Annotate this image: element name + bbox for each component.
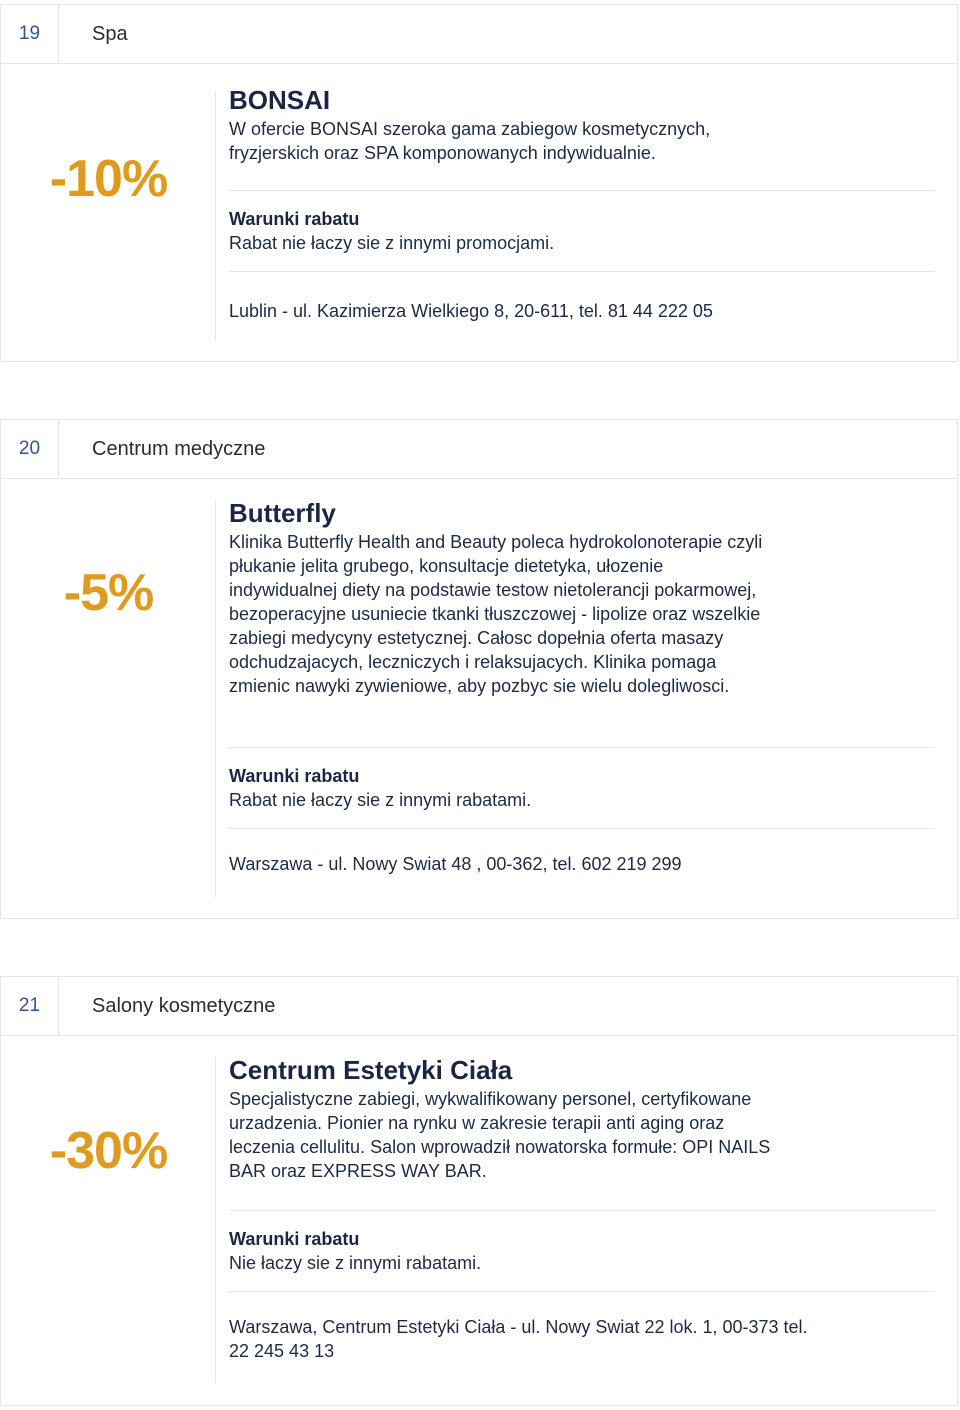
divider bbox=[215, 91, 216, 341]
offer-description: W ofercie BONSAI szeroka gama zabiegow kosmetycznych, fryzjerskich oraz SPA komponowanych indywidualnie. bbox=[229, 119, 711, 163]
offer-description: Klinika Butterfly Health and Beauty poleca hydrokolonoterapie czyli płukanie jelita grubego, konsultacje dietetyka, ułozenie indywidualnej diety na podstawie testow nietolerancji pokarmowej, bezoperacyjne usuniecie tkanki tłuszczowej - lipolize oraz wszelkie zabiegi medycyny estetycznej. Całosc dopełnia oferta masazy odchudzajacych, leczniczych i relaksujacych. Klinika pomaga zmienic nawyki zywieniowe, aby pozbyc sie wielu dolegliwosci. bbox=[229, 532, 763, 696]
offer-header bbox=[1, 420, 957, 479]
conditions-text: Nie łaczy sie z innymi rabatami. bbox=[229, 1253, 482, 1273]
discount-value: -10% bbox=[49, 150, 168, 208]
separator bbox=[229, 271, 935, 272]
separator bbox=[229, 747, 935, 748]
offer-description: Specjalistyczne zabiegi, wykwalifikowany personel, certyfikowane urzadzenia. Pionier na rynku w zakresie terapii anti aging oraz leczenia cellulitu. Salon wprowadził nowatorska formułe: OPI NAILS BAR oraz EXPRESS WAY BAR. bbox=[229, 1089, 771, 1181]
offer-header bbox=[1, 977, 957, 1036]
offer-category: Salony kosmetyczne bbox=[92, 995, 276, 1017]
offer-content bbox=[229, 1055, 935, 1385]
offer-number: 20 bbox=[1, 420, 59, 478]
offer-address: Warszawa - ul. Nowy Swiat 48 , 00-362, tel. 602 219 299 bbox=[229, 854, 682, 874]
separator bbox=[229, 190, 935, 191]
offer-number: 19 bbox=[1, 5, 59, 63]
offer-address: Warszawa, Centrum Estetyki Ciała - ul. Nowy Swiat 22 lok. 1, 00-373 tel. 22 245 43 13 bbox=[229, 1317, 808, 1361]
separator bbox=[229, 828, 935, 829]
offer-card bbox=[0, 419, 958, 919]
offer-card bbox=[0, 976, 958, 1406]
offer-content bbox=[229, 85, 935, 345]
offer-address: Lublin - ul. Kazimierza Wielkiego 8, 20-611, tel. 81 44 222 05 bbox=[229, 301, 713, 321]
conditions-text: Rabat nie łaczy sie z innymi promocjami. bbox=[229, 233, 555, 253]
conditions-title: Warunki rabatu bbox=[229, 209, 360, 229]
offer-category: Spa bbox=[92, 23, 128, 45]
offer-card bbox=[0, 4, 958, 362]
offer-name: BONSAI bbox=[229, 85, 331, 115]
conditions-text: Rabat nie łaczy sie z innymi rabatami. bbox=[229, 790, 532, 810]
offer-category: Centrum medyczne bbox=[92, 438, 266, 460]
separator bbox=[229, 1210, 935, 1211]
divider bbox=[215, 1057, 216, 1383]
offer-name: Butterfly bbox=[229, 498, 336, 528]
separator bbox=[229, 1291, 935, 1292]
offer-header bbox=[1, 5, 957, 64]
divider bbox=[215, 500, 216, 897]
conditions-title: Warunki rabatu bbox=[229, 1229, 360, 1249]
offer-number: 21 bbox=[1, 977, 59, 1035]
conditions-title: Warunki rabatu bbox=[229, 766, 360, 786]
discount-value: -5% bbox=[63, 564, 154, 622]
offer-content bbox=[229, 498, 935, 898]
offer-name: Centrum Estetyki Ciała bbox=[229, 1055, 513, 1085]
discount-value: -30% bbox=[49, 1122, 168, 1180]
